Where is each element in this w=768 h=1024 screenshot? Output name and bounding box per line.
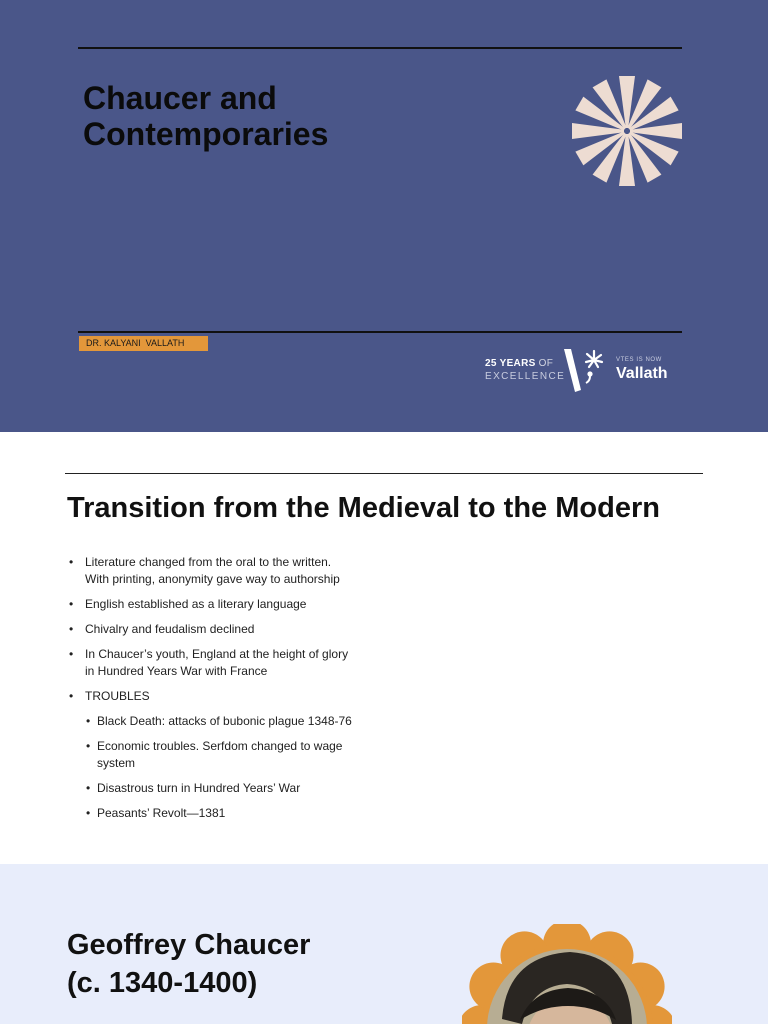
list-item: • Chivalry and feudalism declined: [69, 621, 409, 638]
list-subitem: • Economic troubles. Serfdom changed to wage system: [69, 738, 409, 772]
brand-years: 25 YEARS OF: [485, 358, 554, 369]
heading-divider: [65, 473, 703, 474]
chaucer-portrait: [462, 924, 672, 1024]
list-subitem: • Disastrous turn in Hundred Years’ War: [69, 780, 409, 797]
list-subitem: • Peasants’ Revolt—1381: [69, 805, 409, 822]
starburst-icon: [570, 74, 684, 188]
brand-excellence: EXCELLENCE: [485, 371, 566, 382]
list-item: • Literature changed from the oral to the written. With printing, anonymity gave way to authorship: [69, 554, 409, 588]
brand-tagline: VTES IS NOW: [616, 357, 662, 363]
top-divider: [78, 47, 682, 49]
title-slide: [0, 0, 768, 432]
slide-heading: Transition from the Medieval to the Modern: [67, 492, 660, 524]
list-subitem: • Black Death: attacks of bubonic plague 1348-76: [69, 713, 409, 730]
content-slide: [0, 432, 768, 864]
biography-slide: [0, 864, 768, 1024]
bottom-divider: [78, 331, 682, 333]
brand-name: Vallath: [616, 365, 668, 382]
list-item: • TROUBLES: [69, 688, 409, 705]
presentation-title: Chaucer and Contemporaries: [83, 80, 329, 152]
biography-title: Geoffrey Chaucer (c. 1340-1400): [67, 929, 311, 999]
list-item: • In Chaucer’s youth, England at the height of glory in Hundred Years War with France: [69, 646, 409, 680]
list-item: • English established as a literary language: [69, 596, 409, 613]
brand-logo: [484, 346, 684, 394]
author-tag: DR. KALYANI VALLATH: [79, 336, 208, 351]
vallath-logo-icon: [562, 346, 612, 394]
bullet-list: [69, 554, 409, 830]
